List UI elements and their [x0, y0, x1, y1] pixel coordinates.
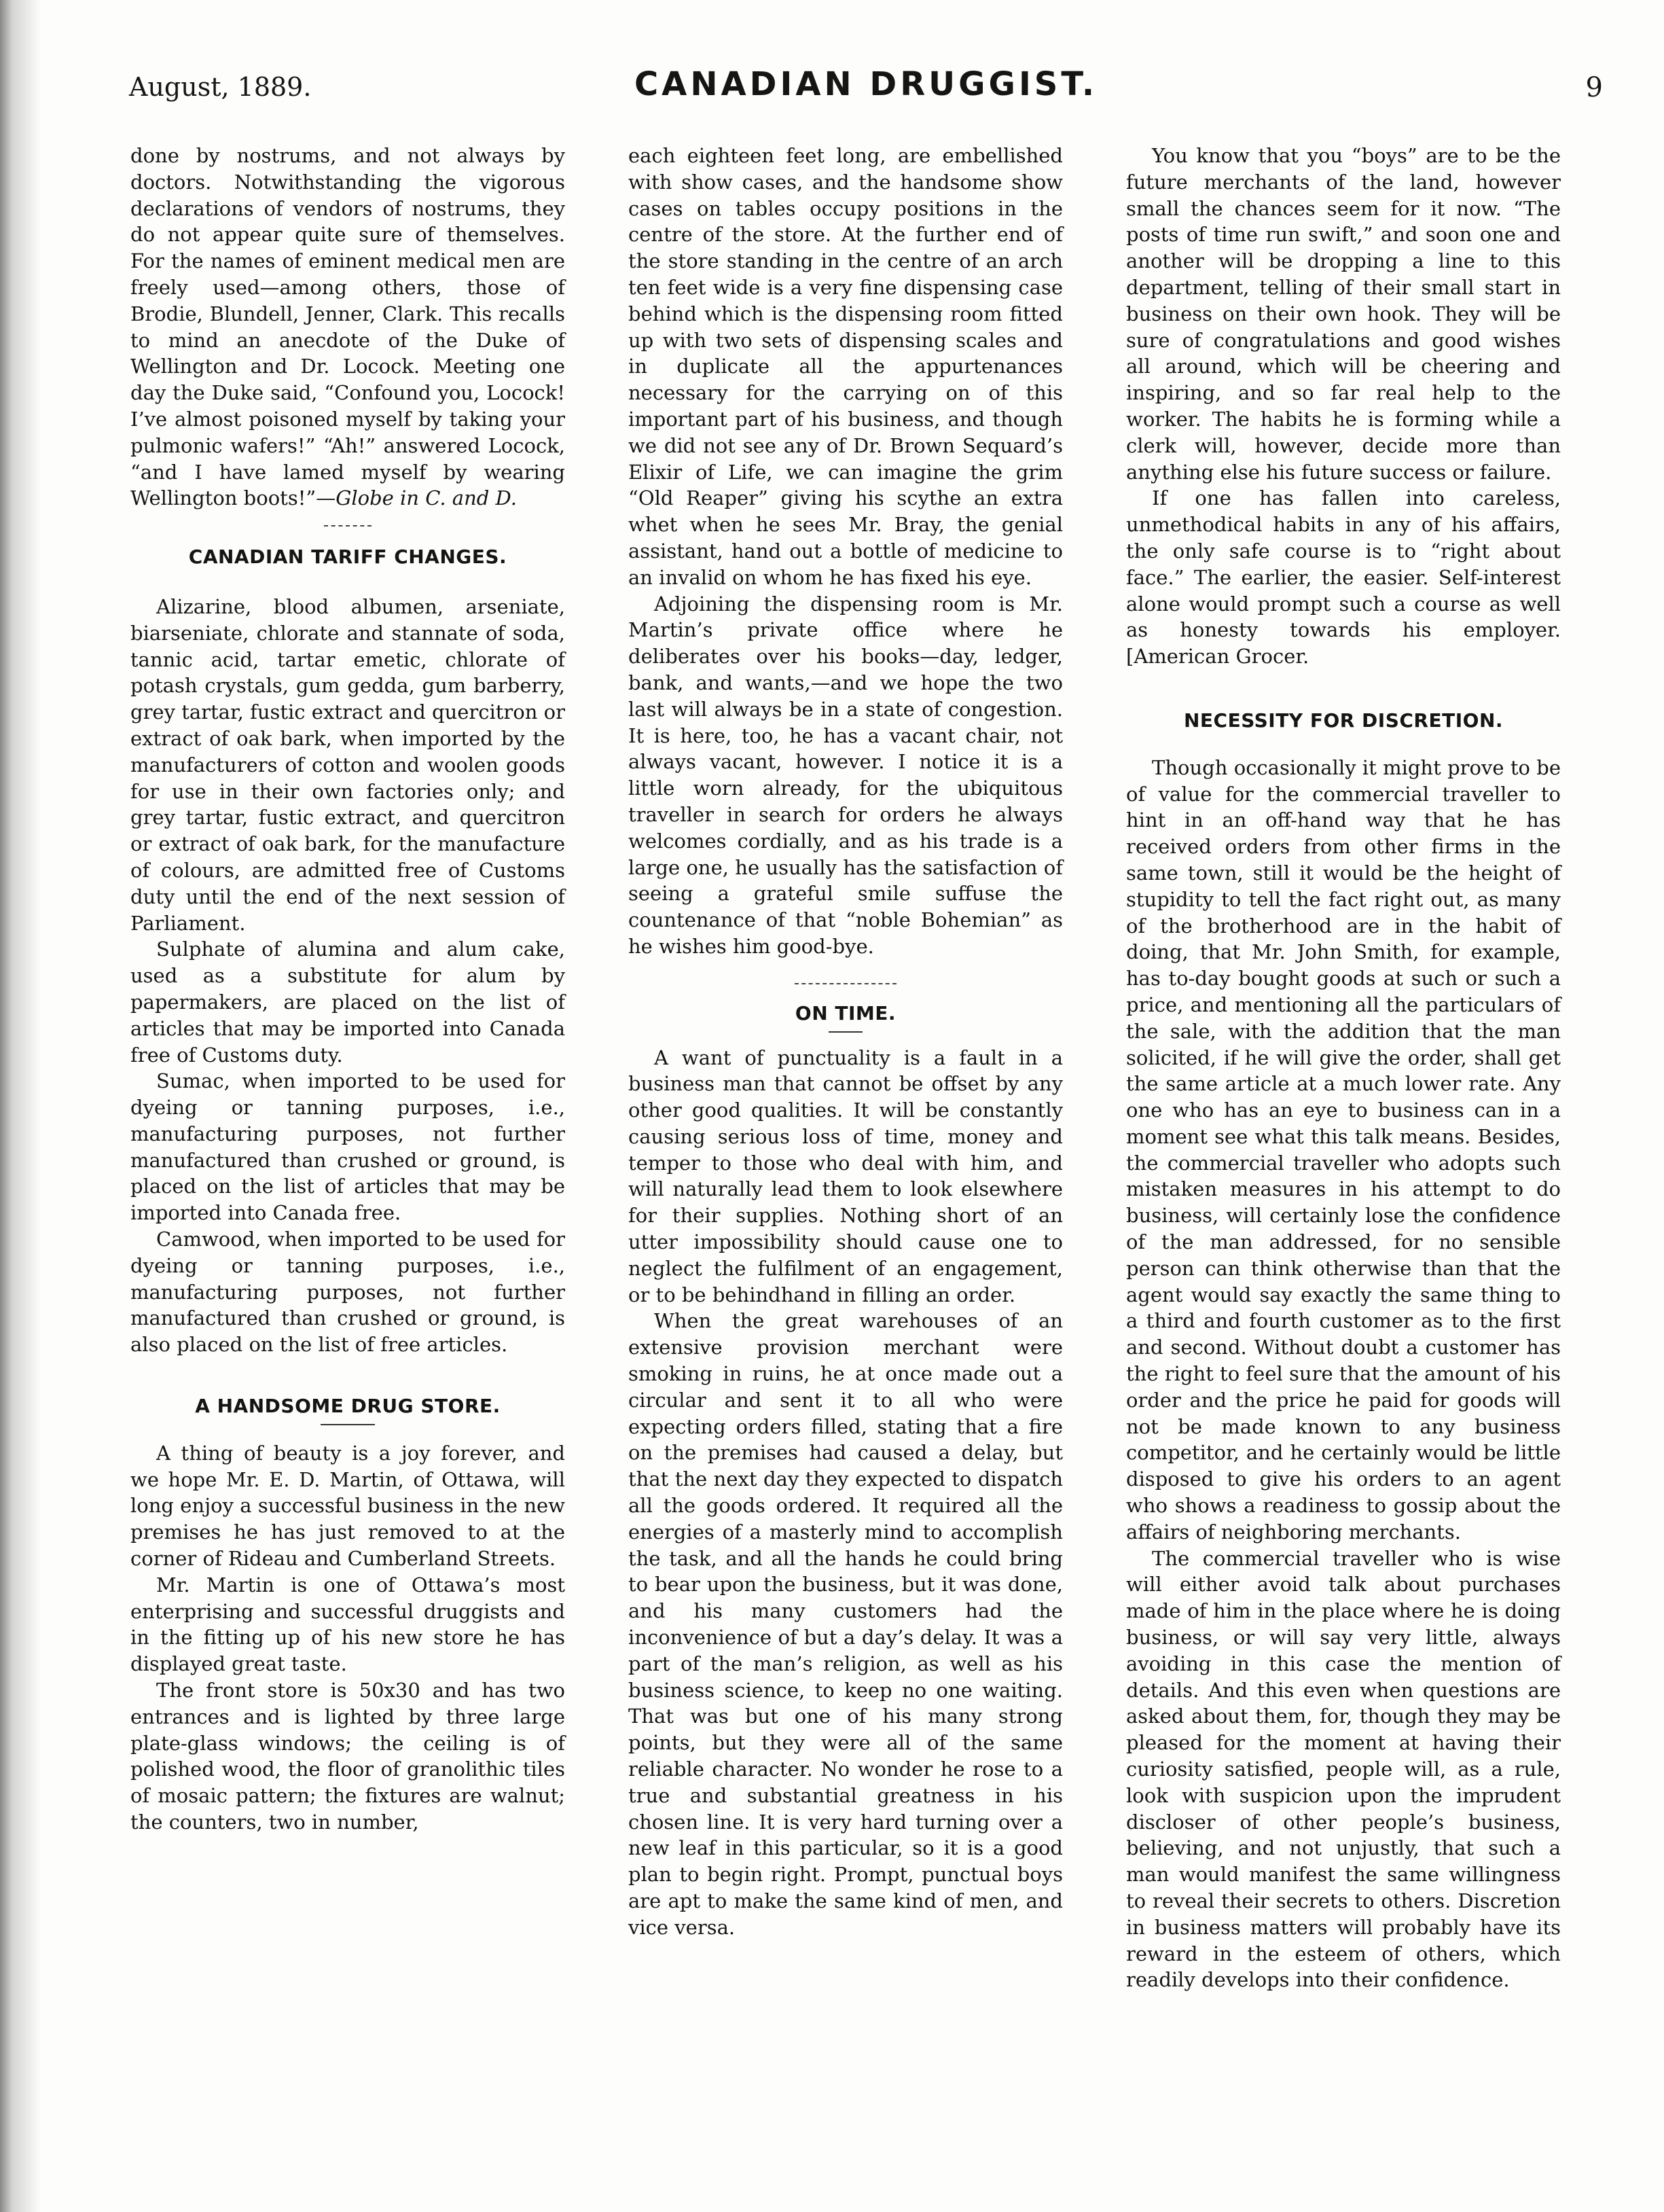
column-1 — [130, 143, 565, 1836]
masthead-title: CANADIAN DRUGGIST. — [634, 65, 1098, 103]
paragraph: Though occasionally it might prove to be of value for the commercial traveller to hint in an off-hand way that he has received orders from other firms in the same town, still it would be the height of stupidity to tell the fact right out, as many of the brotherhood are in the habit of doing, that Mr. John Smith, for example, has to-day bought goods at such or such a price, and mentioning all the particulars of the sale, with the addition that the man solicited, if he will give the order, shall get the same article at a much lower rate. Any one who has an eye to business can in a moment see what this talk means. Besides, the commercial traveller who adopts such mistaken measures in his attempt to do business, will certainly lose the confidence of the man addressed, for no sensible person can think otherwise than that the agent would say exactly the same thing to a third and fourth customer as to the first and second. Without doubt a customer has the right to feel sure that the amount of his order and the price he paid for goods will not be made known to any business competitor, and he certainly would be little disposed to give his orders to an agent who shows a readiness to gossip about the affairs of neighboring merchants. — [1126, 755, 1561, 1544]
paragraph: You know that you “boys” are to be the future merchants of the land, however small the chances seem for it now. “The posts of time run swift,” and soon one and another will be dropping a line to this department, telling of their small start in business on their own hook. They will be sure of congratulations and good wishes all around, which will be cheering and inspiring, and so far real help to the worker. The habits he is forming while a clerk will, however, decide more than anything else his future success or failure. — [1126, 144, 1561, 484]
divider — [324, 525, 372, 527]
paragraph-text: done by nostrums, and not always by doctors. Notwithstanding the vigorous declarations of vendors of nostrums, they do not appear quite sure of themselves. For the names of eminent medical men are freely used—among others, those of Brodie, Blundell, Jenner, Clark. This recalls to mind an anecdote of the Duke of Wellington and Dr. Locock. Meeting one day the Duke said, “Confound you, Locock! I’ve almost poisoned myself by taking your pulmonic wafers!” “Ah!” answered Locock, “and I have lamed myself by wearing Wellington boots!” — [130, 144, 565, 510]
paragraph: A thing of beauty is a joy forever, and we hope Mr. E. D. Martin, of Ottawa, will long enjoy a successful business in the new premises he has just removed to at the corner of Rideau and Cumberland Streets. — [130, 1441, 565, 1571]
heading-drug-store: A HANDSOME DRUG STORE. — [195, 1395, 501, 1418]
page-number: 9 — [1585, 72, 1603, 103]
page-edge-shadow — [0, 0, 48, 2212]
column-3 — [1126, 143, 1561, 1993]
heading-discretion: NECESSITY FOR DISCRETION. — [1183, 709, 1504, 732]
paragraph: Sulphate of alumina and alum cake, used as a substitute for alum by papermakers, are placed on the list of articles that may be imported into Canada free of Customs duty. — [130, 938, 565, 1067]
paragraph — [130, 143, 565, 512]
divider — [795, 983, 897, 984]
paragraph: A want of punctuality is a fault in a business man that cannot be offset by any other good qualities. It will be constantly causing serious loss of time, money and temper to those who deal with him, and will naturally lead them to look elsewhere for their supplies. Nothing short of an utter impossibility should cause one to neglect the fulfilment of an engagement, or to be behindhand in filling an order. — [628, 1046, 1063, 1306]
paragraph: Sumac, when imported to be used for dyeing or tanning purposes, i.e., manufacturing purposes, not further manufactured than crushed or ground, is placed on the list of articles that may be imported into Canada free. — [130, 1069, 565, 1225]
paragraph: If one has fallen into careless, unmethodical habits in any of his affairs, the only safe course is to “right about face.” The earlier, the easier. Self-interest alone would prompt such a course as well as honesty towards his employer. [American Grocer. — [1126, 486, 1561, 668]
paragraph: When the great warehouses of an extensive provision merchant were smoking in ruins, he at once made out a circular and sent it to all who were expecting orders filled, stating that a fire on the premises had caused a delay, but that the next day they expected to dispatch all the goods ordered. It required all the energies of a masterly mind to accomplish the task, and all the hands he could bring to bear upon the business, but it was done, and his many customers had the inconvenience of but a day’s delay. It was a part of the man’s religion, as well as his business science, to keep no one waiting. That was but one of his many strong points, but they were all of the same reliable character. No wonder he rose to a true and substantial greatness in his chosen line. It is very hard turning over a new leaf in this particular, so it is a good plan to begin right. Prompt, punctual boys are apt to make the same kind of men, and vice versa. — [628, 1309, 1063, 1939]
heading-tariff: CANADIAN TARIFF CHANGES. — [188, 546, 507, 569]
paragraph: Alizarine, blood albumen, arseniate, biarseniate, chlorate and stannate of soda, tannic acid, tartar emetic, chlorate of potash crystals, gum gedda, gum barberry, grey tartar, fustic extract and quercitron or extract of oak bark, when imported by the manufacturers of cotton and woolen goods for use in their own factories only; and grey tartar, fustic extract, and quercitron or extract of oak bark, for the manufacture of colours, are admitted free of Customs duty until the end of the next session of Parliament. — [130, 594, 565, 935]
divider — [829, 1031, 863, 1033]
paragraph: Mr. Martin is one of Ottawa’s most enterprising and successful druggists and in the fitting up of his new store he has displayed great taste. — [130, 1573, 565, 1676]
heading-on-time: ON TIME. — [795, 1001, 897, 1024]
column-2 — [628, 143, 1063, 1941]
source-credit: —Globe in C. and D. — [316, 486, 517, 510]
issue-date: August, 1889. — [129, 72, 312, 102]
paragraph: Adjoining the dispensing room is Mr. Martin’s private office where he deliberates over his books—day, ledger, bank, and wants,—and we hope the two last will always be in a state of congestion. It is here, too, he has a vacant chair, not always vacant, however. I notice it is a little worn already, for the ubiquitous traveller in search for orders he always welcomes cordially, and as his trade is a large one, he usually has the satisfaction of seeing a grateful smile suffuse the countenance of that “noble Bohemian” as he wishes him good-bye. — [628, 592, 1063, 958]
paragraph: The commercial traveller who is wise will either avoid talk about purchases made of him in the place where he is doing business, or will say very little, always avoiding in this case the mention of details. And this even when questions are asked about them, for, though they may be pleased for the moment at having their curiosity satisfied, people will, as a rule, look with suspicion upon the imprudent discloser of other people’s business, believing, and not unjustly, that such a man would manifest the same willingness to reveal their secrets to others. Discretion in business matters will probably have its reward in the esteem of others, which readily develops into their confidence. — [1126, 1546, 1561, 1992]
page-header — [129, 65, 1603, 120]
paragraph: Camwood, when imported to be used for dyeing or tanning purposes, i.e., manufacturing purposes, not further manufactured than crushed or ground, is also placed on the list of free articles. — [130, 1228, 565, 1357]
paragraph: The front store is 50x30 and has two entrances and is lighted by three large plate-glass windows; the ceiling is of polished wood, the floor of granolithic tiles of mosaic pattern; the fixtures are walnut; the counters, two in number, — [130, 1679, 565, 1834]
paragraph: each eighteen feet long, are embellished with show cases, and the handsome show cases on tables occupy positions in the centre of the store. At the further end of the store standing in the centre of an arch ten feet wide is a very fine dispensing case behind which is the dispensing room fitted up with two sets of dispensing scales and in duplicate all the appurtenances necessary for the carrying on of this important part of his business, and though we did not see any of Dr. Brown Sequard’s Elixir of Life, we can imagine the grim “Old Reaper” giving his scythe an extra whet when he sees Mr. Bray, the genial assistant, hand out a bottle of medicine to an invalid on whom he has fixed his eye. — [628, 144, 1063, 589]
divider — [321, 1424, 375, 1425]
